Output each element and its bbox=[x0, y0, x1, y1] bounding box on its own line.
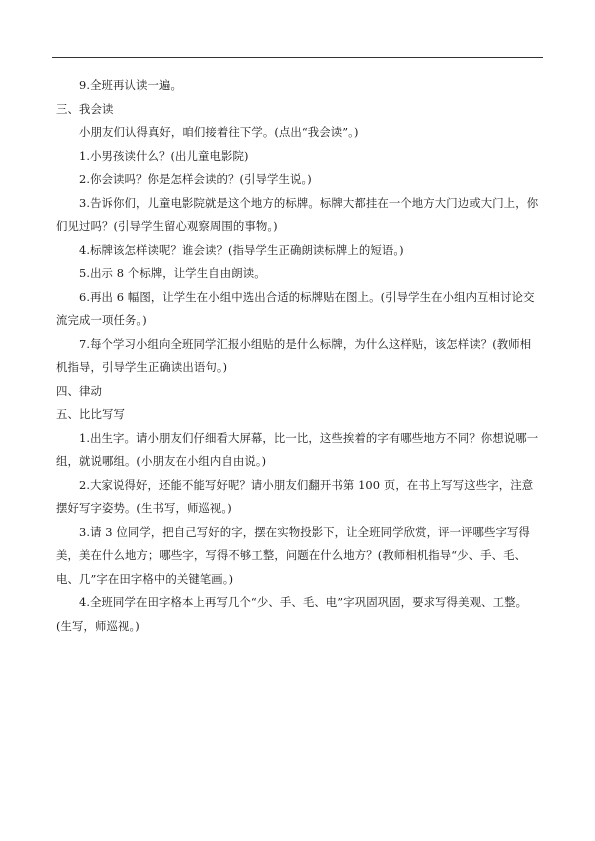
paragraph-intro-read: 小朋友们认得真好，咱们接着往下学。(点出“我会读”。) bbox=[79, 125, 359, 139]
paragraph-read-6: 6.再出 6 幅图，让学生在小组中选出合适的标牌贴在图上。(引导学生在小组内互相讨论交流完成一项任务。) bbox=[56, 289, 535, 327]
paragraph-write-4: 4.全班同学在田字格本上再写几个“少、手、毛、电”字巩固巩固，要求写得美观、工整。(生写，师巡视。) bbox=[56, 595, 528, 633]
section-heading-rhythm: 四、律动 bbox=[56, 383, 102, 398]
paragraph-read-1: 1.小男孩读什么？(出儿童电影院) bbox=[79, 148, 249, 163]
paragraph-write-2: 2.大家说得好，还能不能写好呢？请小朋友们翻开书第 100 页，在书上写写这些字，注意摆好写字姿势。(生书写，师巡视。) bbox=[56, 477, 534, 515]
paragraph-read-7: 7.每个学习小组向全班同学汇报小组贴的是什么标牌，为什么这样贴，该怎样读？(教师相机指导，引导学生正确读出语句。) bbox=[56, 336, 532, 374]
document-body bbox=[56, 74, 540, 638]
paragraph-read-5: 5.出示 8 个标牌，让学生自由朗读。 bbox=[79, 266, 266, 280]
section-heading-read: 三、我会读 bbox=[56, 101, 114, 116]
paragraph-write-3: 3.请 3 位同学，把自己写好的字，摆在实物投影下，让全班同学欣赏，评一评哪些字写得美，美在什么地方；哪些字，写得不够工整，问题在什么地方？(教师相机指导“少、手、毛、电、几”字在田字格中的关键笔画。) bbox=[56, 524, 531, 586]
paragraph-read-2: 2.你会读吗？你是怎样会读的？(引导学生说。) bbox=[79, 172, 312, 186]
paragraph-read-3: 3.告诉你们，儿童电影院就是这个地方的标牌。标牌大都挂在一个地方大门边或大门上，你们见过吗？(引导学生留心观察周围的事物。) bbox=[56, 195, 539, 233]
section-heading-write: 五、比比写写 bbox=[56, 407, 125, 421]
paragraph-step-9: 9.全班再认读一遍。 bbox=[79, 78, 182, 92]
paragraph-write-1: 1.出生字。请小朋友们仔细看大屏幕，比一比，这些挨着的字有哪些地方不同？你想说哪一组，就说哪组。(小朋友在小组内自由说。) bbox=[56, 430, 539, 468]
paragraph-read-4: 4.标牌该怎样读呢？谁会读？(指导学生正确朗读标牌上的短语。) bbox=[79, 242, 404, 257]
header-rule bbox=[52, 57, 543, 58]
